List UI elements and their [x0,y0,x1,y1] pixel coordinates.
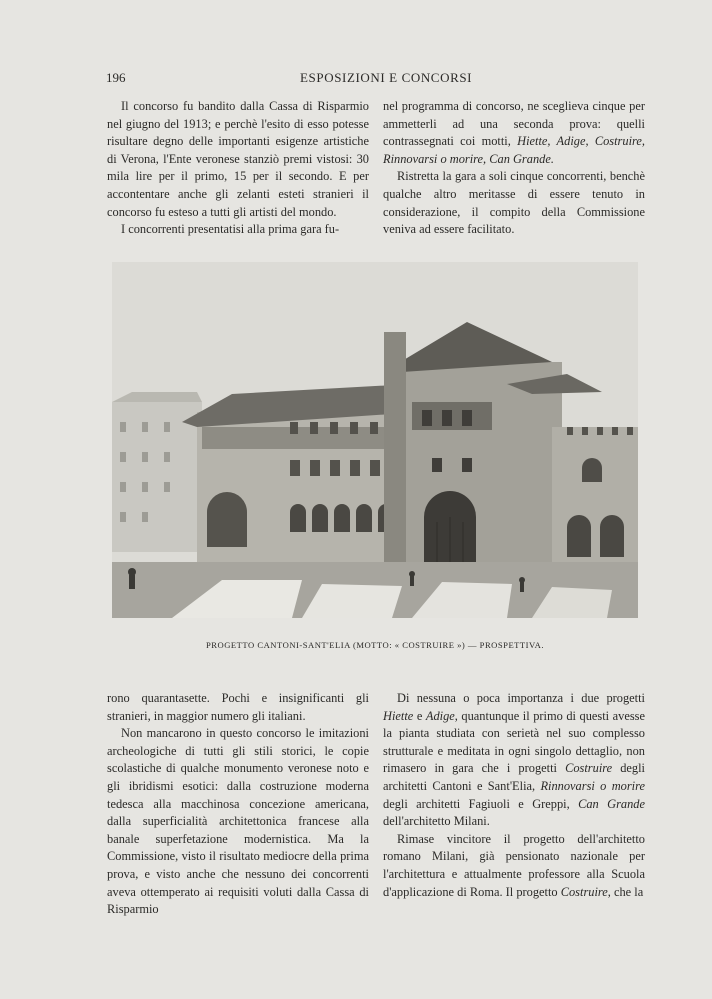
figure-caption: PROGETTO CANTONI-SANT'ELIA (MOTTO: « COSTRUIRE ») — PROSPETTIVA. [206,640,544,650]
motto: Can Grande [578,796,645,811]
motto: Adige [425,708,455,723]
text-column-3 [107,690,369,919]
text-run: degli architetti Fagiuoli e Greppi, [383,796,579,811]
text-column-1 [107,98,369,239]
text-run: Di nessuna o poca importanza i due progetti [397,691,645,705]
paragraph: I concorrenti presentatisi alla prima gara fu- [121,222,340,237]
text-run: , quantunque il primo di questi avesse la pianta studiata con serietà nel suo complesso strutturale e meditata in ogni singolo dettaglio, non rimasero in gara che i progetti [383,708,645,776]
text-run: Rimase vincitore il progetto dell'architetto romano Milani, già pensionato nazionale per l'architettura e attualmente professore alla Scuola d'applicazione di Roma. Il progetto [383,831,645,899]
running-title: ESPOSIZIONI E CONCORSI [300,70,473,85]
text-column-2 [383,98,645,239]
central-tower [384,322,562,567]
architectural-perspective-illustration [112,262,638,618]
text-run: nel programma di concorso, ne sceglieva cinque per ammetterli ad una seconda prova: quelli contrassegnati coi motti, [383,99,645,149]
motto: Rinnovarsi o morire [540,778,645,793]
motto: Costruire [565,761,613,776]
paragraph: Non mancarono in questo concorso le imitazioni archeologiche di tutti gli stili storici, le copie scolastiche di qualche monumento veronese noto e gli ibridismi esotici: dalla costruzione moderna tedesca alla macchinosa concezione americana, dalla superficialità architettonica francese alla banale superfetazione modernistica. Ma la Commissione, visto il risultato mediocre della prima prova, e visto anche che nessuno dei concorrenti aveva ottemperato ai requisiti voluti dalla Cassa di Risparmio [107,726,369,917]
paragraph [383,690,645,831]
text-run: dell'architetto Milani. [383,814,490,829]
background-building [112,392,202,552]
paragraph [383,831,645,901]
motto-list: Hiette, Adige, Costruire, Rinnovarsi o morire, Can Grande. [383,134,645,166]
motto: Hiette [383,708,414,723]
text-run: , che la [607,884,644,899]
motto: Costruire [560,884,608,899]
text-run: e [413,708,426,723]
paragraph: Ristretta la gara a soli cinque concorrenti, benchè qualche altro meritasse di essere tenuto in considerazione, il compito della Commissione veniva ad essere facilitato. [383,169,645,237]
paragraph: rono quarantasette. Pochi e insignificanti gli stranieri, in maggior numero gli italiani. [107,691,369,723]
plaza-foreground [112,562,638,618]
text-run: degli architetti Cantoni e Sant'Elia, [383,761,645,793]
text-column-4 [383,690,645,901]
paragraph [383,98,645,168]
page-number: 196 [106,70,126,85]
paragraph: Il concorso fu bandito dalla Cassa di Risparmio nel giugno del 1913; e perchè l'esito di esso potesse risultare degno delle importanti esigenze artistiche di Verona, l'Ente veronese stanziò premi vistosi: 30 mila lire per il primo, 15 per il secondo. E per accontentare anche gli zelanti esteti stranieri il concorso fu esteso a tutti gli artisti del mondo. [107,99,369,219]
